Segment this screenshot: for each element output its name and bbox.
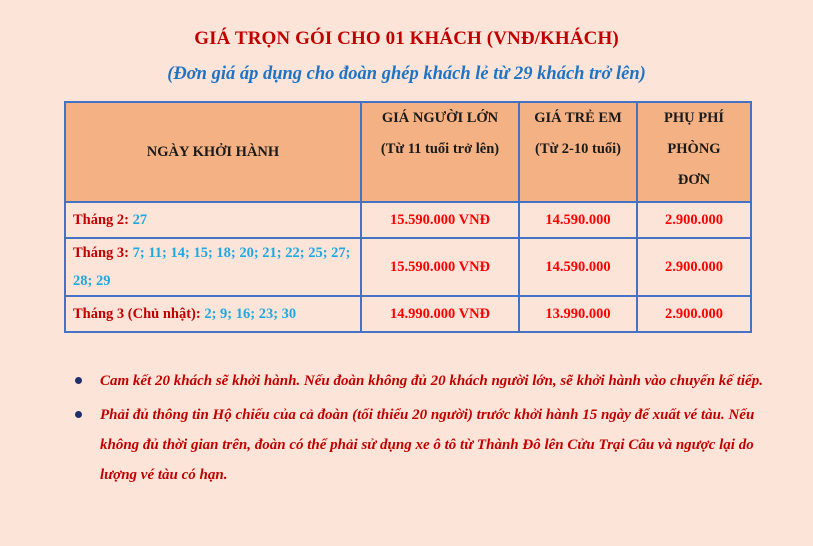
note-text: Cam kết 20 khách sẽ khởi hành. Nếu đoàn không đủ 20 khách người lớn, sẽ khởi hành vào chuyến kế tiếp. (100, 373, 763, 389)
departure-date-cell (65, 296, 361, 332)
header-child-price-label: GIÁ TRẺ EM (534, 110, 622, 126)
header-single-room-line3: ĐƠN (677, 172, 711, 188)
single-room-surcharge-cell: 2.900.000 (637, 202, 751, 238)
header-single-room-line1: PHỤ PHÍ (663, 110, 724, 126)
bullet-icon (75, 411, 82, 418)
departure-date-cell (65, 202, 361, 238)
month-label: Tháng 2: (73, 211, 130, 228)
adult-price-cell: 15.590.000 VNĐ (361, 238, 519, 296)
child-price-cell: 14.590.000 (519, 238, 637, 296)
table-row (65, 202, 751, 238)
header-adult-price-note: (Từ 11 tuổi trở lên) (380, 141, 500, 157)
header-adult-price-label: GIÁ NGƯỜI LỚN (381, 110, 499, 126)
header-child-price-note: (Từ 2-10 tuổi) (534, 141, 622, 157)
adult-price-cell: 14.990.000 VNĐ (361, 296, 519, 332)
departure-days: 2; 9; 16; 23; 30 (204, 305, 297, 322)
header-departure-date (65, 102, 361, 202)
note-item (70, 366, 770, 396)
month-label: Tháng 3: (73, 245, 130, 261)
month-label: Tháng 3 (Chủ nhật): (73, 305, 201, 322)
departure-days: 27 (132, 211, 148, 228)
page-title: GIÁ TRỌN GÓI CHO 01 KHÁCH (VNĐ/KHÁCH) (194, 28, 619, 49)
table-row (65, 296, 751, 332)
header-child-price (519, 102, 637, 202)
adult-price-cell: 15.590.000 VNĐ (361, 202, 519, 238)
departure-days: 7; 11; 14; 15; 18; 20; 21; 22; 25; 27; 28; 29 (73, 245, 351, 289)
departure-date-cell (65, 238, 361, 296)
price-table (64, 101, 752, 333)
child-price-cell: 13.990.000 (519, 296, 637, 332)
header-single-room-surcharge (637, 102, 751, 202)
page-subtitle: (Đơn giá áp dụng cho đoàn ghép khách lẻ từ 29 khách trở lên) (167, 64, 646, 84)
table-header-row (65, 102, 751, 202)
note-text: Phải đủ thông tin Hộ chiếu của cả đoàn (tối thiểu 20 người) trước khởi hành 15 ngày để xuất vé tàu. Nếu không đủ thời gian trên, đoàn có thể phải sử dụng xe ô tô từ Thành Đô lên Cửu Trại Câu và ngược lại do lượng vé tàu có hạn. (100, 407, 755, 483)
header-adult-price (361, 102, 519, 202)
bullet-icon (75, 377, 82, 384)
table-row (65, 238, 751, 296)
single-room-surcharge-cell: 2.900.000 (637, 296, 751, 332)
header-single-room-line2: PHÒNG (667, 141, 721, 157)
single-room-surcharge-cell: 2.900.000 (637, 238, 751, 296)
child-price-cell: 14.590.000 (519, 202, 637, 238)
notes-list (70, 366, 770, 494)
note-item (70, 400, 770, 490)
header-departure-date-label: NGÀY KHỞI HÀNH (146, 143, 280, 160)
